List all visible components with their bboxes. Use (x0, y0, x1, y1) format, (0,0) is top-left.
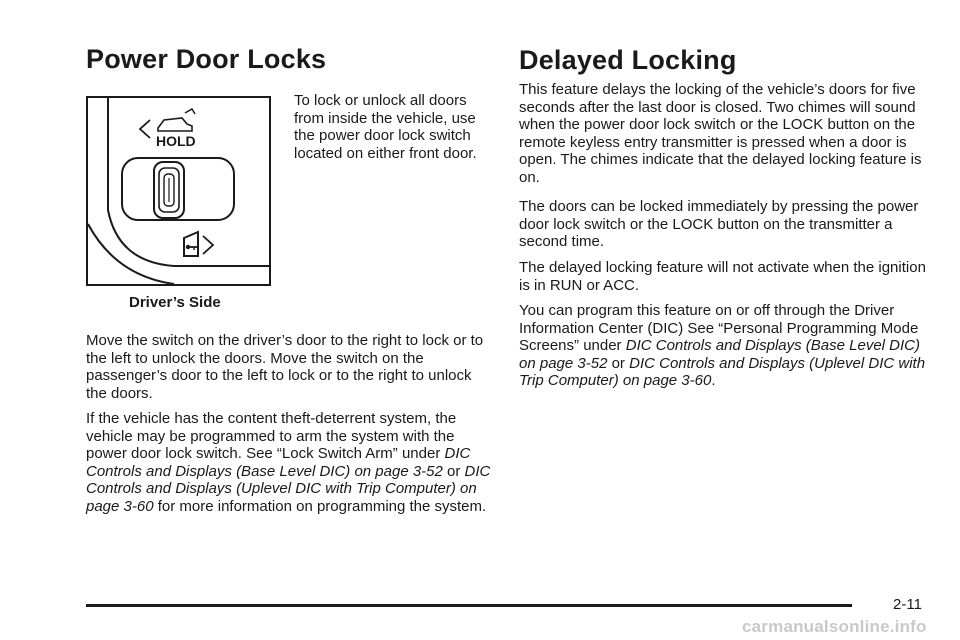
dic-uplevel-link-2[interactable]: DIC Controls and Displays (Uplevel DIC with Trip Computer) on page 3-60 (519, 354, 926, 390)
watermark: carmanualsonline.info (742, 617, 927, 636)
program-end: . (711, 372, 716, 390)
switch-direction-paragraph: Move the switch on the driver’s door to the right to lock or to the left to unlock the doors. Move the switch on the passenger’s door to the left to lock or to the right to unlock the doors. (86, 332, 484, 402)
unlock-arrow-icon (140, 120, 150, 138)
dic-uplevel-link[interactable]: DIC Controls and Displays (Uplevel DIC with Trip Computer) on page 3-60 (86, 462, 491, 515)
intro-paragraph: To lock or unlock all doors from inside the vehicle, use the power door lock switch located on either front door. (294, 92, 477, 162)
hold-label: HOLD (156, 133, 196, 149)
program-or: or (607, 354, 630, 372)
lock-switch-knob (154, 162, 184, 218)
theft-or: or (442, 462, 465, 480)
page-number: 2-11 (893, 596, 922, 613)
theft-deterrent-paragraph (86, 410, 496, 516)
lock-arrow-icon (203, 236, 213, 254)
figure-caption: Driver’s Side (129, 294, 221, 311)
delayed-locking-paragraph-2: The doors can be locked immediately by pressing the power door lock switch or the LOCK button on the transmitter a second time. (519, 198, 919, 251)
delayed-locking-paragraph-4 (519, 302, 929, 390)
door-lock-icon (184, 232, 198, 256)
theft-text-1: If the vehicle has the content theft-deterrent system, the vehicle may be programmed to arm the system with the power door lock switch. See “Lock Switch Arm” under (86, 410, 457, 463)
section-heading-delayed-locking: Delayed Locking (519, 45, 737, 75)
delayed-locking-paragraph-3: The delayed locking feature will not activate when the ignition is in RUN or ACC. (519, 259, 926, 294)
section-heading-power-door-locks: Power Door Locks (86, 44, 327, 74)
delayed-locking-paragraph-1: This feature delays the locking of the vehicle’s doors for five seconds after the last door is closed. Two chimes will sound when the power door lock switch or the LOCK button on the remote keyless entry transmitter is pressed when a door is open. The chimes indicate that the delayed locking feature is on. (519, 81, 922, 186)
dic-base-level-link[interactable]: DIC Controls and Displays (Base Level DIC) on page 3-52 (86, 445, 471, 480)
door-lock-switch-illustration (86, 96, 271, 286)
footer-rule (86, 604, 852, 607)
theft-text-2: for more information on programming the system. (153, 497, 487, 515)
dic-base-level-link-2[interactable]: DIC Controls and Displays (Base Level DIC) on page 3-52 (519, 337, 921, 372)
program-text-1: You can program this feature on or off through the Driver Information Center (DIC) See “Personal Programming Mode Screens” under (519, 302, 919, 355)
trunk-release-icon (158, 109, 195, 131)
door-lock-switch-drawing (88, 98, 269, 284)
